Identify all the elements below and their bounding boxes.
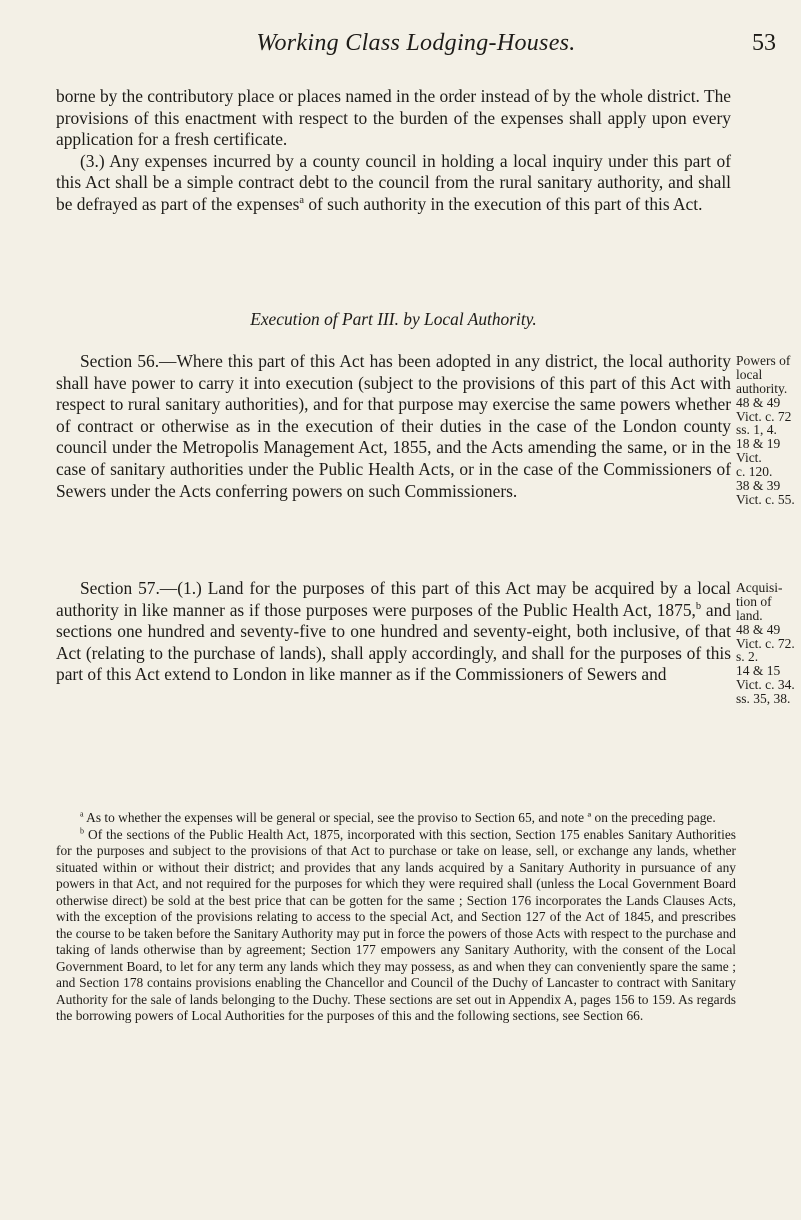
section-56 bbox=[56, 351, 731, 502]
margin-line: Vict. c. 34. bbox=[736, 677, 795, 693]
footnote-b-mark: b bbox=[80, 826, 85, 836]
margin-line: Vict. c. 72. bbox=[736, 635, 795, 651]
running-title: Working Class Lodging-Houses. bbox=[256, 30, 576, 56]
section-57-after: and sections one hundred and seventy-five to one hundred and seventy-eight, both inclusive, of that Act (relating to the purchase of lands), shall apply accordingly, and shall for the purposes of this part of this Act extend to London in like manner as if the Commissioners of Sewers and bbox=[56, 599, 731, 685]
margin-line: 48 & 49 bbox=[736, 621, 781, 637]
margin-note-acquisition bbox=[736, 581, 800, 706]
margin-line: 14 & 15 bbox=[736, 663, 781, 679]
margin-line: local bbox=[736, 366, 763, 382]
margin-line: 38 & 39 bbox=[736, 478, 781, 494]
footnote-a bbox=[56, 810, 736, 827]
footnotes bbox=[56, 810, 736, 1025]
section-57-paragraph bbox=[56, 578, 731, 686]
page-header bbox=[56, 30, 776, 70]
margin-line: Vict. bbox=[736, 450, 762, 466]
margin-line: Vict. c. 72 bbox=[736, 408, 792, 424]
footnote-b bbox=[56, 827, 736, 1025]
footnote-ref-a: a bbox=[299, 195, 304, 207]
margin-line: ss. 1, 4. bbox=[736, 422, 777, 438]
intro-paragraph-2 bbox=[56, 151, 731, 216]
margin-note-powers bbox=[736, 354, 800, 507]
footnote-a-text: As to whether the expenses will be general or special, see the proviso to Section 65, and note ª on the preceding page. bbox=[83, 810, 716, 825]
margin-line: authority. bbox=[736, 380, 788, 396]
intro-paragraph-1: borne by the contributory place or places named in the order instead of by the whole district. The provisions of this enactment with respect to the burden of the expenses shall apply upon every application for a fresh certificate. bbox=[56, 86, 731, 150]
page-number: 53 bbox=[752, 30, 776, 56]
margin-line: tion of bbox=[736, 593, 772, 609]
margin-line: Acquisi- bbox=[736, 580, 783, 595]
section-heading: Execution of Part III. by Local Authority. bbox=[250, 309, 537, 329]
footnote-b-text: Of the sections of the Public Health Act, 1875, incorporated with this section, Section 175 enables Sanitary Authorities for the purposes and subject to the provisions of that Act to purchase or take on lease, sell, or exchange any lands, whether situated within or without their district; and provides that any lands acquired by a Sanitary Authority in pursuance of any powers in that Act, and not required for the purposes for which they were required shall (unless the Local Government Board otherwise direct) be sold at the best price that can be gotten for the same ; Section 176 incorporates the Lands Clauses Acts, with the exception of the provisions relating to access to the special Act, and Section 127 of the Act of 1845, and prescribes the course to be taken before the Sanitary Authority may put in force the powers of those Acts with respect to the purchase and taking of lands otherwise than by agreement; Section 177 empowers any Sanitary Authority, with the consent of the Local Government Board, to let for any term any lands which they may possess, as and when they can conveniently spare the same ; and Section 178 contains provisions enabling the Chancellor and Council of the Duchy of Lancaster to contract with Sanitary Authority for the sale of lands belonging to the Duchy. These sections are set out in Appendix A, pages 156 to 159. As regards the borrowing powers of Local Authorities for the purposes of this and the following sections, see Section 66. bbox=[56, 826, 736, 1023]
margin-line: s. 2. bbox=[736, 649, 759, 665]
footnote-ref-b: b bbox=[695, 600, 702, 612]
intro-p2-after: of such authority in the execution of this part of this Act. bbox=[304, 193, 703, 214]
intro-p2-before: (3.) Any expenses incurred by a county council in holding a local inquiry under this part of this Act shall be a simple contract debt to the council from the rural sanitary authority, and shall be defrayed as part of the expenses bbox=[56, 150, 731, 214]
margin-line: 48 & 49 bbox=[736, 394, 781, 410]
intro-text bbox=[56, 86, 731, 216]
section-57-before: Section 57.—(1.) Land for the purposes of this part of this Act may be acquired by a local authority in like manner as if those purposes were purposes of the Public Health Act, 1875, bbox=[56, 578, 731, 620]
margin-line: 18 & 19 bbox=[736, 436, 781, 452]
footnote-a-mark: a bbox=[80, 809, 84, 819]
margin-line: c. 120. bbox=[736, 464, 773, 480]
margin-line: Powers of bbox=[736, 353, 791, 368]
section-57 bbox=[56, 578, 731, 686]
margin-line: land. bbox=[736, 607, 763, 623]
section-56-paragraph: Section 56.—Where this part of this Act has been adopted in any district, the local authority shall have power to carry it into execution (subject to the provisions of this part of this Act with respect to rural sanitary authorities), and for that purpose may exercise the same powers whether of contract or otherwise as in the execution of their duties in the case of the London county council under the Metropolis Management Act, 1855, and the Acts amending the same, or in the case of sanitary authorities under the Public Health Acts, or in the case of the Commissioners of Sewers under the Acts conferring powers on such Commissioners. bbox=[56, 351, 731, 501]
margin-line: Vict. c. 55. bbox=[736, 491, 795, 507]
margin-line: ss. 35, 38. bbox=[736, 691, 791, 707]
